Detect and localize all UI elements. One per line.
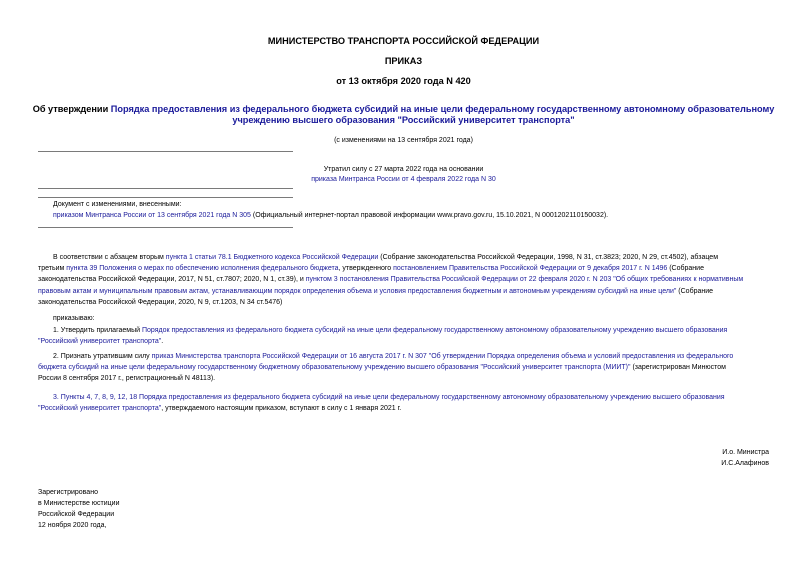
text: , утверждаемого настоящим приказом, вступают в силу с 1 января 2021 г. (161, 405, 402, 413)
changes-line (53, 212, 608, 220)
lost-force-link[interactable]: приказа Минтранса России от 4 февраля 2022 года N 30 (311, 176, 496, 183)
order-307-link-continued[interactable]: бюджета субсидий на иные цели федеральному государственному бюджетному образовательному учреждению высшего образования "Российский университет транспорта (МИИТ)" (38, 364, 631, 372)
changes-link[interactable]: приказом Минтранса России от 13 сентября 2021 года N 305 (53, 212, 251, 219)
preamble-line (38, 252, 768, 263)
text: 1. Утвердить прилагаемый (53, 327, 142, 334)
item-2 (38, 351, 768, 385)
items-procedure-link[interactable]: 3. Пункты 4, 7, 8, 9, 12, 18 Порядка предоставления из федерального бюджета субсидий на иные цели федеральному государственному автономному образовательному учреждению высшего образования (53, 394, 725, 401)
item-line (38, 351, 768, 362)
title-link-continued[interactable]: учреждению высшего образования "Российский университет транспорта" (232, 115, 575, 125)
divider (38, 227, 293, 228)
item-line (38, 362, 768, 373)
text: третьим (38, 265, 67, 273)
preamble-line (38, 274, 768, 285)
registration-line: 12 ноября 2020 года, (38, 522, 107, 529)
order-word: приказываю: (53, 315, 95, 322)
title-prefix: Об утверждении (32, 104, 111, 114)
document-type: ПРИКАЗ (384, 56, 423, 66)
item-3 (38, 392, 768, 414)
text: 2. Признать утратившим силу (53, 353, 152, 360)
registration-line: Зарегистрировано (38, 489, 98, 496)
changes-source: (Официальный интернет-портал правовой информации www.pravo.gov.ru, 15.10.2021, N 0001202110150032). (250, 212, 609, 219)
title-link[interactable]: Порядка предоставления из федерального бюджета субсидий на иные цели федеральному государственному автономному образовательному (110, 104, 775, 114)
divider (38, 197, 293, 198)
registration-block (38, 487, 119, 531)
lost-force-text: Утратил силу с 27 марта 2022 года на основании (323, 166, 484, 173)
item-1 (38, 325, 768, 347)
preamble-paragraph (38, 252, 768, 308)
preamble-line (38, 297, 768, 308)
item-line (38, 336, 768, 347)
regulation-link[interactable]: пункта 39 Положения о мерах по обеспечению исполнения федерального бюджета (66, 265, 339, 273)
registration-line: Российской Федерации (38, 511, 115, 518)
items-procedure-link-continued[interactable]: "Российский университет транспорта" (38, 405, 162, 413)
resolution-203-link[interactable]: пунктом 3 постановления Правительства Российской Федерации от 22 февраля 2020 г. N 203 "Об общих требованиях к нормативным (305, 276, 744, 284)
ministry-heading: МИНИСТЕРСТВО ТРАНСПОРТА РОССИЙСКОЙ ФЕДЕРАЦИИ (267, 36, 540, 46)
divider (38, 151, 293, 152)
preamble-line (38, 263, 768, 274)
changes-intro: Документ с изменениями, внесенными: (53, 201, 182, 208)
resolution-203-link-continued[interactable]: правовым актам и муниципальным правовым актам, устанавливающим порядок определения объема и условия предоставления бюджетным и автономным учреждениям субсидий на иные цели" (38, 287, 677, 295)
resolution-1496-link[interactable]: постановлением Правительства Российской Федерации от 9 декабря 2017 г. N 1496 (393, 265, 668, 273)
signatory-name: И.С.Алафинов (721, 460, 769, 467)
order-307-link[interactable]: приказ Министерства транспорта Российской Федерации от 16 августа 2017 г. N 307 "Об утверждении Порядка определения объема и условий предоставления из федерального (151, 353, 734, 360)
text: (Собрание (667, 265, 704, 273)
revision-note: (с изменениями на 13 сентября 2021 года) (334, 137, 473, 144)
procedure-link[interactable]: Порядок предоставления из федерального бюджета субсидий на иные цели федеральному государственному автономному образовательному учреждению высшего образования (141, 327, 728, 334)
item-line (38, 392, 768, 403)
text: (Собрание законодательства Российской Федерации, 1998, N 31, ст.3823; 2020, N 29, ст.4502), абзацем (378, 254, 719, 261)
text: , утвержденного (338, 265, 394, 273)
text: (Собрание (676, 287, 714, 295)
text: . (161, 338, 164, 346)
text: В соответствии с абзацем вторым (53, 254, 166, 261)
item-line (38, 403, 768, 414)
item-line (38, 373, 768, 384)
registration-line: в Министерстве юстиции (38, 500, 120, 507)
preamble-line (38, 286, 768, 297)
signatory-role: И.о. Министра (722, 449, 769, 456)
budget-code-link[interactable]: пункта 1 статьи 78.1 Бюджетного кодекса Российской Федерации (165, 254, 379, 261)
signature-block (721, 447, 769, 469)
item-line (38, 325, 768, 336)
procedure-link-continued[interactable]: "Российский университет транспорта" (38, 338, 162, 346)
text: законодательства Российской Федерации, 2017, N 51, ст.7807; 2020, N 1, ст.39), и (38, 276, 306, 284)
text: законодательства Российской Федерации, 2020, N 9, ст.1203, N 34 ст.5476) (38, 298, 283, 306)
text: России 8 сентября 2017 г., регистрационный N 48113). (38, 375, 216, 383)
divider (38, 188, 293, 189)
text: (зарегистрирован Минюстом (630, 364, 726, 372)
document-date-number: от 13 октября 2020 года N 420 (336, 76, 471, 86)
document-title (20, 104, 787, 126)
